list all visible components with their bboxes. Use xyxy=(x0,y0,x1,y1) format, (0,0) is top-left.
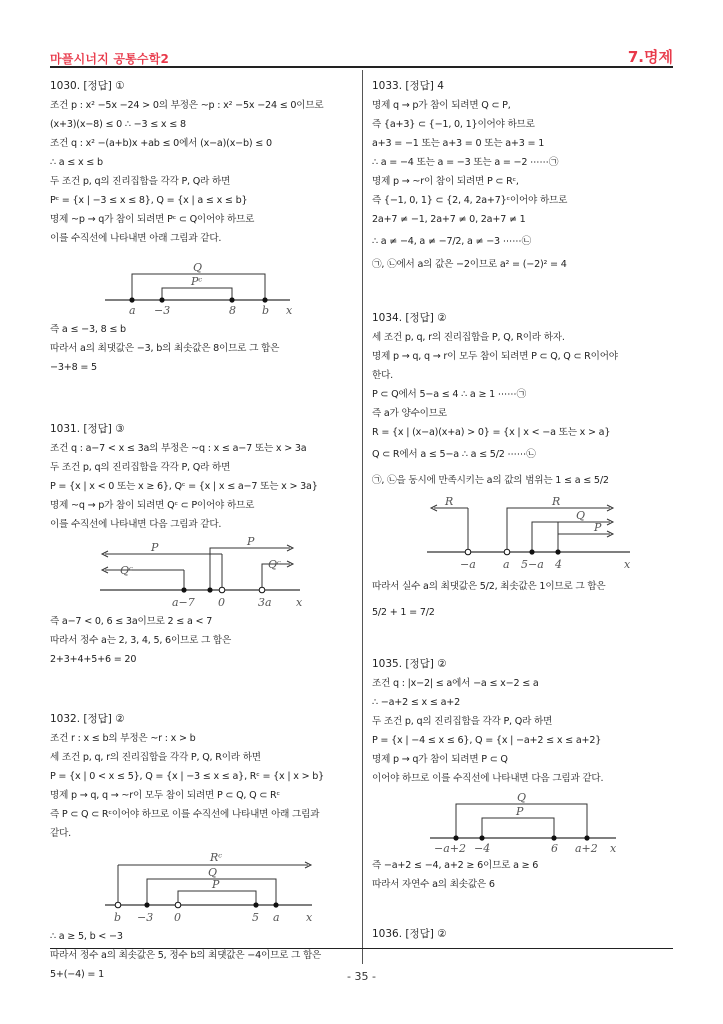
solution-line: (x+3)(x−8) ≤ 0 ∴ −3 ≤ x ≤ 8 xyxy=(50,119,186,130)
solution-line: 즉 {a+3} ⊂ {−1, 0, 1}이어야 하므로 xyxy=(372,119,535,130)
solution-line: 한다. xyxy=(372,370,393,381)
right-column xyxy=(372,76,672,944)
tick-label: −3 xyxy=(154,304,171,317)
tick-label: −a+2 xyxy=(434,842,466,855)
solution-1034 xyxy=(372,308,672,626)
solution-line: a+3 = −1 또는 a+3 = 0 또는 a+3 = 1 xyxy=(372,138,545,149)
tick-label: a xyxy=(129,304,136,317)
number-line-figure-1034 xyxy=(372,494,672,574)
number-line-figure-1030 xyxy=(50,248,350,320)
left-column xyxy=(50,76,350,984)
solution-line: 명제 p → ~r이 참이 되려면 P ⊂ Rᶜ, xyxy=(372,176,519,187)
column-divider xyxy=(362,70,363,964)
solution-line: 즉 {−1, 0, 1} ⊂ {2, 4, 2a+7}ᶜ이어야 하므로 xyxy=(372,195,568,206)
tick-label: a+2 xyxy=(575,842,598,855)
solution-line: P = {x | −4 ≤ x ≤ 6}, Q = {x | −a+2 ≤ x ≤ a+2} xyxy=(372,735,602,746)
set-label: Q xyxy=(517,791,527,804)
solution-line: 즉 a가 양수이므로 xyxy=(372,408,447,419)
solution-title: 1030. [정답] ① xyxy=(50,80,125,92)
solution-line: 명제 p → q, q → ~r이 모두 참이 되려면 P ⊂ Q, Q ⊂ Rᶜ xyxy=(50,790,280,801)
number-line-figure-1031 xyxy=(50,534,350,612)
tick-label: x xyxy=(286,304,293,317)
tick-label: 5−a xyxy=(521,558,544,571)
solution-line: ㉠, ㉡을 동시에 만족시키는 a의 값의 범위는 1 ≤ a ≤ 5/2 xyxy=(372,475,609,486)
solution-line: 두 조건 p, q의 진리집합을 각각 P, Q라 하면 xyxy=(50,176,231,187)
solution-title: 1034. [정답] ② xyxy=(372,312,447,324)
solution-line: ∴ a ≥ 5, b < −3 xyxy=(50,931,123,942)
page-number: - 35 - xyxy=(347,970,376,983)
solution-line: 따라서 자연수 a의 최솟값은 6 xyxy=(372,879,495,890)
set-label: R xyxy=(552,495,561,508)
solution-title: 1031. [정답] ③ xyxy=(50,423,125,435)
solution-line: 따라서 a의 최댓값은 −3, b의 최솟값은 8이므로 그 합은 xyxy=(50,343,280,354)
set-label: Qᶜ xyxy=(120,564,133,577)
solution-line: ∴ a ≤ x ≤ b xyxy=(50,157,103,168)
solution-line: 조건 q : |x−2| ≤ a에서 −a ≤ x−2 ≤ a xyxy=(372,678,539,689)
solution-line: 즉 a−7 < 0, 6 ≤ 3a이므로 2 ≤ a < 7 xyxy=(50,616,213,627)
solution-line: 명제 p → q가 참이 되려면 P ⊂ Q xyxy=(372,754,508,765)
tick-label: 6 xyxy=(551,842,558,855)
solution-line: Pᶜ = {x | −3 ≤ x ≤ 8}, Q = {x | a ≤ x ≤ b} xyxy=(50,195,248,206)
tick-label: x xyxy=(610,842,617,855)
solution-line: 즉 P ⊂ Q ⊂ Rᶜ이어야 하므로 이를 수직선에 나타내면 아래 그림과 xyxy=(50,809,320,820)
solution-line: 같다. xyxy=(50,828,71,839)
solution-1031 xyxy=(50,419,350,669)
solution-1036 xyxy=(372,924,672,944)
solution-line: 조건 q : a−7 < x ≤ 3a의 부정은 ~q : x ≤ a−7 또는 x > 3a xyxy=(50,443,307,454)
tick-label: −3 xyxy=(137,911,154,924)
solution-line: 두 조건 p, q의 진리집합을 각각 P, Q라 하면 xyxy=(50,462,231,473)
tick-label: −4 xyxy=(474,842,491,855)
tick-label: 0 xyxy=(218,596,225,609)
tick-label: 3a xyxy=(258,596,272,609)
solution-title: 1036. [정답] ② xyxy=(372,928,447,940)
solution-title: 1032. [정답] ② xyxy=(50,713,125,725)
solution-line: 2+3+4+5+6 = 20 xyxy=(50,654,137,665)
solution-line: 세 조건 p, q, r의 진리집합을 P, Q, R이라 하자. xyxy=(372,332,565,343)
solution-line: 즉 a ≤ −3, 8 ≤ b xyxy=(50,324,126,335)
solution-line: 명제 ~p → q가 참이 되려면 Pᶜ ⊂ Q이어야 하므로 xyxy=(50,214,255,225)
solution-line: 따라서 실수 a의 최댓값은 5/2, 최솟값은 1이므로 그 합은 xyxy=(372,581,606,592)
tick-label: 0 xyxy=(174,911,181,924)
tick-label: −a xyxy=(460,558,476,571)
solution-line: 5/2 + 1 = 7/2 xyxy=(372,607,435,618)
set-label: P xyxy=(516,805,524,818)
solution-line: 이를 수직선에 나타내면 다음 그림과 같다. xyxy=(50,519,222,530)
set-label: P xyxy=(247,535,255,548)
tick-label: a−7 xyxy=(172,596,195,609)
solution-line: 조건 q : x² −(a+b)x +ab ≤ 0에서 (x−a)(x−b) ≤ 0 xyxy=(50,138,272,149)
set-label: P xyxy=(594,521,602,534)
tick-label: x xyxy=(296,596,303,609)
solution-line: 명제 p → q, q → r이 모두 참이 되려면 P ⊂ Q, Q ⊂ R이어야 xyxy=(372,351,618,362)
solution-line: 즉 −a+2 ≤ −4, a+2 ≥ 6이므로 a ≥ 6 xyxy=(372,860,539,871)
number-line-figure-1035 xyxy=(372,788,672,856)
tick-label: 8 xyxy=(229,304,236,317)
tick-label: 4 xyxy=(555,558,562,571)
set-label: P xyxy=(212,878,220,891)
solution-line: 이어야 하므로 이를 수직선에 나타내면 다음 그림과 같다. xyxy=(372,773,604,784)
solution-1030 xyxy=(50,76,350,377)
set-label: P xyxy=(151,541,159,554)
solution-line: P ⊂ Q에서 5−a ≤ 4 ∴ a ≥ 1 ⋯⋯㉠ xyxy=(372,389,527,400)
solution-1035 xyxy=(372,654,672,894)
solution-line: 조건 r : x ≤ b의 부정은 ~r : x > b xyxy=(50,733,196,744)
solution-line: ∴ a ≠ −4, a ≠ −7/2, a ≠ −3 ⋯⋯㉡ xyxy=(372,236,531,247)
solution-line: R = {x | (x−a)(x+a) > 0} = {x | x < −a 또는 x > a} xyxy=(372,427,611,438)
solution-1032 xyxy=(50,709,350,984)
book-title: 마플시너지 공통수학2 xyxy=(50,52,170,66)
header-rule xyxy=(50,66,673,68)
set-label: Q xyxy=(193,261,203,274)
chapter-title: 7.명제 xyxy=(627,48,673,66)
tick-label: b xyxy=(262,304,270,317)
set-label: Rᶜ xyxy=(210,851,223,864)
solution-line: 따라서 정수 a는 2, 3, 4, 5, 6이므로 그 합은 xyxy=(50,635,232,646)
solution-line: ∴ −a+2 ≤ x ≤ a+2 xyxy=(372,697,460,708)
solution-line: 2a+7 ≠ −1, 2a+7 ≠ 0, 2a+7 ≠ 1 xyxy=(372,214,526,225)
footer-rule xyxy=(50,948,673,949)
tick-label: a xyxy=(503,558,510,571)
set-label: Pᶜ xyxy=(191,275,203,288)
solution-line: P = {x | x < 0 또는 x ≥ 6}, Qᶜ = {x | x ≤ a−7 또는 x > 3a} xyxy=(50,481,318,492)
solution-line: 명제 ~q → p가 참이 되려면 Qᶜ ⊂ P이어야 하므로 xyxy=(50,500,255,511)
solution-line: ∴ a = −4 또는 a = −3 또는 a = −2 ⋯⋯㉠ xyxy=(372,157,559,168)
number-line-figure-1032 xyxy=(50,843,350,927)
solution-line: 따라서 정수 a의 최솟값은 5, 정수 b의 최댓값은 −4이므로 그 합은 xyxy=(50,950,322,961)
set-label: Qᶜ xyxy=(268,558,281,571)
solution-line: ㉠, ㉡에서 a의 값은 −2이므로 a² = (−2)² = 4 xyxy=(372,259,567,270)
solution-line: 이를 수직선에 나타내면 아래 그림과 같다. xyxy=(50,233,222,244)
set-label: Q xyxy=(576,509,586,522)
solution-line: −3+8 = 5 xyxy=(50,362,97,373)
solution-1033 xyxy=(372,76,672,274)
solution-line: P = {x | 0 < x ≤ 5}, Q = {x | −3 ≤ x ≤ a}, Rᶜ = {x | x > b} xyxy=(50,771,325,782)
solution-line: 세 조건 p, q, r의 진리집합을 각각 P, Q, R이라 하면 xyxy=(50,752,261,763)
tick-label: b xyxy=(114,911,122,924)
solution-line: 조건 p : x² −5x −24 > 0의 부정은 ~p : x² −5x −24 ≤ 0이므로 xyxy=(50,100,324,111)
tick-label: x xyxy=(306,911,313,924)
solution-title: 1035. [정답] ② xyxy=(372,658,447,670)
solution-line: 두 조건 p, q의 진리집합을 각각 P, Q라 하면 xyxy=(372,716,553,727)
tick-label: x xyxy=(624,558,631,571)
solution-line: 5+(−4) = 1 xyxy=(50,969,105,980)
tick-label: 5 xyxy=(252,911,259,924)
tick-label: a xyxy=(273,911,280,924)
set-label: R xyxy=(445,495,454,508)
solution-title: 1033. [정답] 4 xyxy=(372,80,444,92)
solution-line: Q ⊂ R에서 a ≤ 5−a ∴ a ≤ 5/2 ⋯⋯㉡ xyxy=(372,449,536,460)
set-label: Q xyxy=(208,866,218,879)
solution-line: 명제 q → p가 참이 되려면 Q ⊂ P, xyxy=(372,100,511,111)
